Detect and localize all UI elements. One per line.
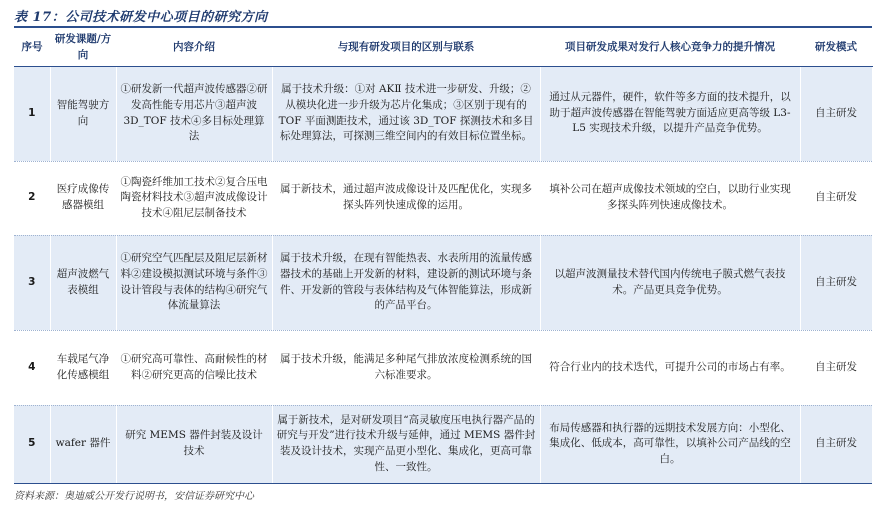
source-note: 资料来源：奥迪威公开发行说明书，安信证券研究中心 xyxy=(14,491,254,502)
row-project: 车载尾气净化传感模组 xyxy=(50,330,116,405)
research-direction-table xyxy=(14,28,873,484)
row-number: 3 xyxy=(14,235,50,330)
row-content: ①研究空气匹配层及阻尼层新材料②建设模拟测试环境与条件③设计管段与表体的结构④研究气体流量算法 xyxy=(116,235,272,330)
row-diff: 属于技术升级：①对 AKⅡ 技术进一步研发、升级；②从模块化进一步升级为芯片化集成；③区别于现有的 TOF 平面测距技术，通过该 3D_TOF 探测技术和多目标处理算法，可探测三维空间内的有效目标位置坐标。 xyxy=(272,66,540,161)
row-project: 超声波燃气表模组 xyxy=(50,235,116,330)
row-project: 医疗成像传感器模组 xyxy=(50,161,116,235)
row-mode: 自主研发 xyxy=(800,330,872,405)
table-row xyxy=(14,405,872,483)
row-mode: 自主研发 xyxy=(800,66,872,161)
row-mode: 自主研发 xyxy=(800,235,872,330)
row-content: ①研发新一代超声波传感器②研发高性能专用芯片③超声波 3D_TOF 技术④多目标处理算法 xyxy=(116,66,272,161)
table-row xyxy=(14,330,872,405)
row-result: 以超声波测量技术替代国内传统电子膜式燃气表技术。产品更具竞争优势。 xyxy=(540,235,800,330)
row-mode: 自主研发 xyxy=(800,405,872,483)
table-bottom-divider xyxy=(14,483,872,484)
row-number: 1 xyxy=(14,66,50,161)
table-row xyxy=(14,66,872,161)
row-content: ①陶瓷纤维加工技术②复合压电陶瓷材料技术③超声波成像设计技术④阻尼层制备技术 xyxy=(116,161,272,235)
row-diff: 属于新技术，通过超声波成像设计及匹配优化，实现多探头阵列快速成像的运用。 xyxy=(272,161,540,235)
table-title: 表 17：公司技术研发中心项目的研究方向 xyxy=(14,10,268,25)
row-result: 布局传感器和执行器的远期技术发展方向：小型化、集成化、低成本，高可靠性，以填补公司产品线的空白。 xyxy=(540,405,800,483)
row-result: 通过从元器件，硬件，软件等多方面的技术提升，以助于超声波传感器在智能驾驶方面适应更高等级 L3-L5 实现技术升级，以提升产品竞争优势。 xyxy=(540,66,800,161)
row-result: 填补公司在超声成像技术领域的空白，以助行业实现多探头阵列快速成像技术。 xyxy=(540,161,800,235)
row-content: 研究 MEMS 器件封装及设计技术 xyxy=(116,405,272,483)
row-number: 5 xyxy=(14,405,50,483)
row-result: 符合行业内的技术迭代，可提升公司的市场占有率。 xyxy=(540,330,800,405)
table-row xyxy=(14,161,872,235)
header-diff: 与现有研发项目的区别与联系 xyxy=(272,28,540,66)
row-number: 2 xyxy=(14,161,50,235)
row-mode: 自主研发 xyxy=(800,161,872,235)
row-diff: 属于新技术，是对研发项目“高灵敏度压电执行器产品的研究与开发”进行技术升级与延伸，通过 MEMS 器件封装及设计技术，实现产品更小型化、集成化，更高可靠性、一致性。 xyxy=(272,405,540,483)
row-project: 智能驾驶方向 xyxy=(50,66,116,161)
header-content: 内容介绍 xyxy=(116,28,272,66)
table-header-row xyxy=(14,28,872,66)
row-content: ①研究高可靠性、高耐候性的材料②研究更高的信噪比技术 xyxy=(116,330,272,405)
header-project: 研发课题/方向 xyxy=(50,28,116,66)
row-diff: 属于技术升级，在现有智能热表、水表所用的流量传感器技术的基础上开发新的材料，建设新的测试环境与条件、开发新的管段与表体结构及气体智能算法，形成新的产品平台。 xyxy=(272,235,540,330)
header-mode: 研发模式 xyxy=(800,28,872,66)
row-number: 4 xyxy=(14,330,50,405)
row-diff: 属于技术升级，能满足多种尾气排放浓度检测系统的国六标准要求。 xyxy=(272,330,540,405)
header-no: 序号 xyxy=(14,28,50,66)
table-row xyxy=(14,235,872,330)
row-project: wafer 器件 xyxy=(50,405,116,483)
header-result: 项目研发成果对发行人核心竞争力的提升情况 xyxy=(540,28,800,66)
